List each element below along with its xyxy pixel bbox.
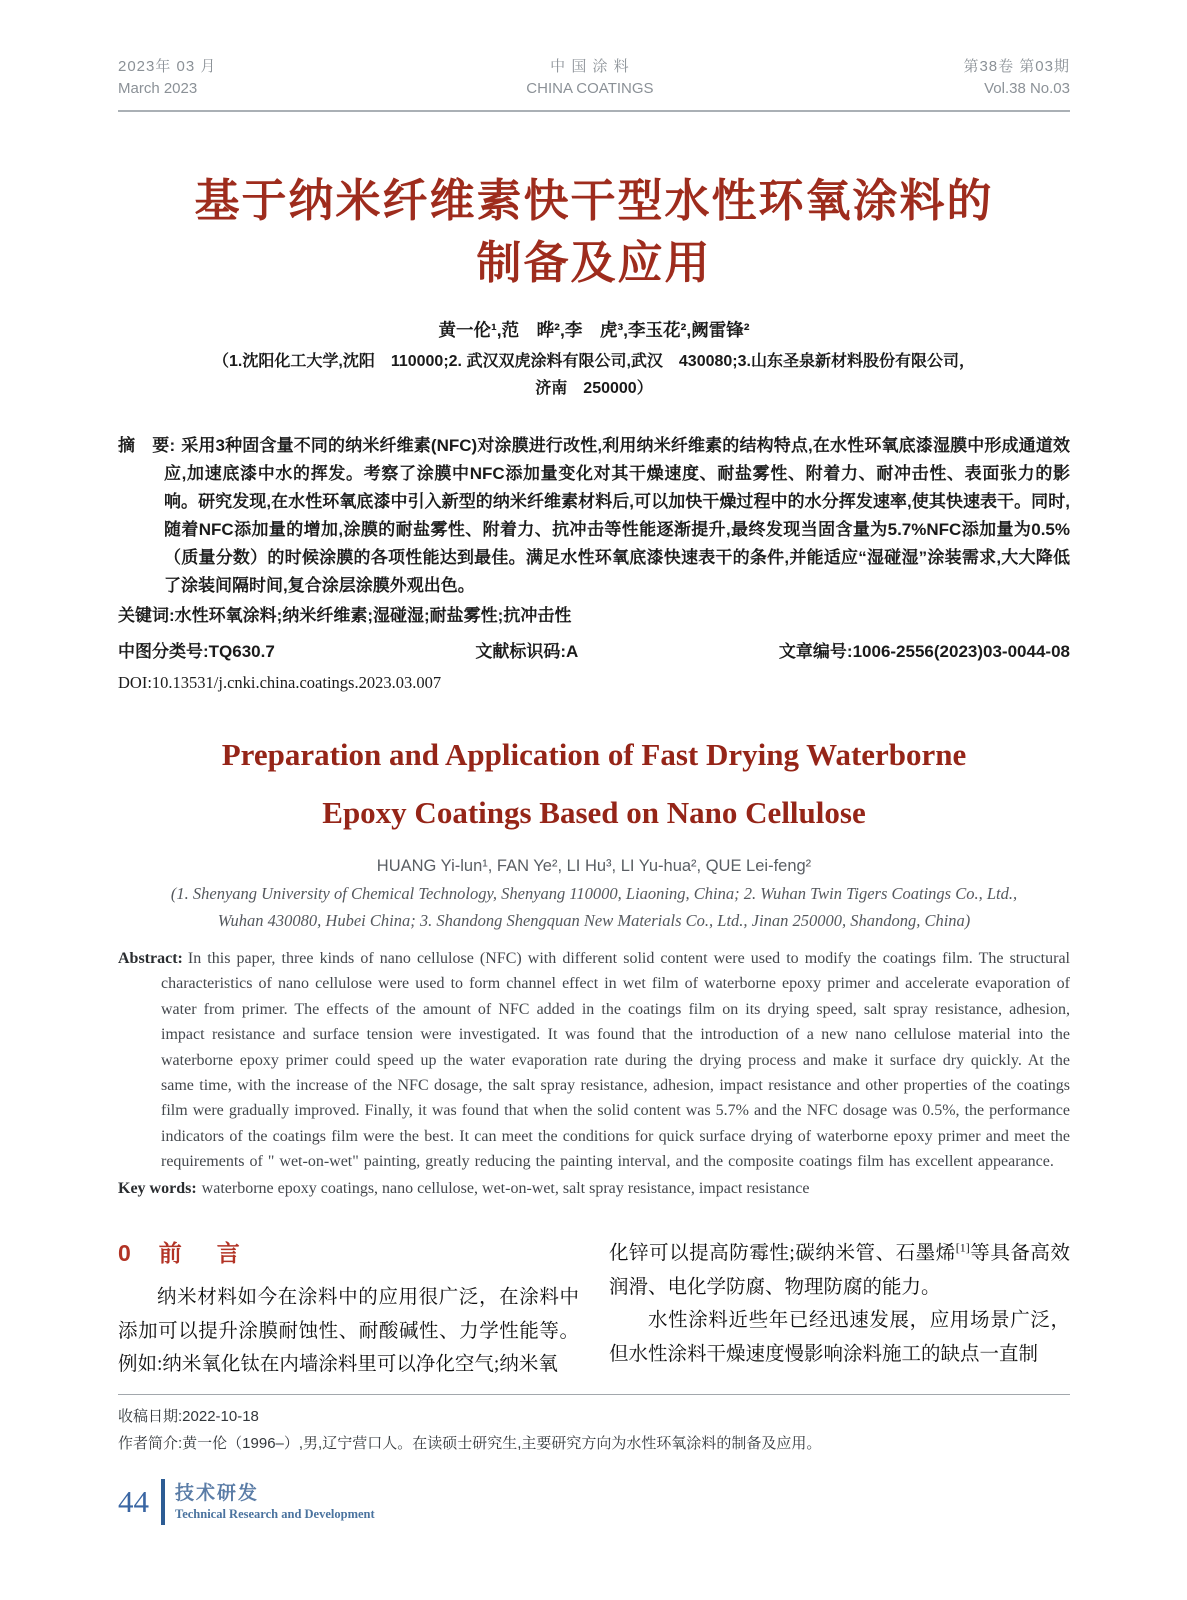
volume-issue-en: Vol.38 No.03 — [984, 80, 1070, 97]
article-id: 文章编号:1006-2556(2023)03-0044-08 — [778, 642, 1070, 661]
intro-paragraph-left: 纳米材料如今在涂料中的应用很广泛，在涂料中添加可以提升涂膜耐蚀性、耐酸碱性、力学性能等。例如:纳米氧化钛在内墙涂料里可以净化空气;纳米氧 — [118, 1287, 579, 1376]
body-column-left — [118, 1237, 579, 1382]
intro-p1-text-cont: 等具备高效润滑、电化学防腐、物理防腐的能力。 — [609, 1243, 1070, 1298]
affiliations-zh — [118, 348, 1070, 402]
issue-date-zh: 2023年 03 月 — [118, 58, 217, 75]
keywords-en — [118, 1176, 1070, 1201]
header-volume-issue — [963, 56, 1070, 100]
author-bio: 作者简介:黄一伦（1996–）,男,辽宁营口人。在读硕士研究生,主要研究方向为水性环氧涂料的制备及应用。 — [118, 1434, 822, 1452]
abstract-zh-text: 采用3种固含量不同的纳米纤维素(NFC)对涂膜进行改性,利用纳米纤维素的结构特点,在水性环氧底漆湿膜中形成通道效应,加速底漆中水的挥发。考察了涂膜中NFC添加量变化对其干燥速度、耐盐雾性、附着力、耐冲击性、表面张力的影响。研究发现,在水性环氧底漆中引入新型的纳米纤维素材料后,可以加快干燥过程中的水分挥发速率,使其快速表干。同时,随着NFC添加量的增加,涂膜的耐盐雾性、附着力、抗冲击等性能逐渐提升,最终发现当固含量为5.7%NFC添加量为0.5%（质量分数）的时候涂膜的各项性能达到最佳。满足水性环氧底漆快速表干的条件,并能适应“湿碰湿”涂装需求,大大降低了涂装间隔时间,复合涂层涂膜外观出色。 — [164, 436, 1070, 595]
page-number: 44 — [118, 1483, 149, 1519]
keywords-zh — [118, 602, 1070, 630]
affiliations-en-line1: (1. Shenyang University of Chemical Technology, Shenyang 110000, Liaoning, China; 2. Wuhan Twin Tigers Coatings Co., Ltd., — [170, 884, 1018, 903]
article-title-zh-line2: 制备及应用 — [476, 237, 712, 288]
affiliations-en-line2: Wuhan 430080, Hubei China; 3. Shandong Shengquan New Materials Co., Ltd., Jinan 250000, Shandong, China) — [217, 911, 971, 930]
affiliations-zh-line2: 济南 250000） — [535, 380, 653, 397]
clc-number: 中图分类号:TQ630.7 — [118, 642, 275, 661]
page-footer — [118, 1479, 1070, 1525]
footer-section-en: Technical Research and Development — [175, 1506, 375, 1521]
journal-name-zh: 中 国 涂 料 — [550, 58, 630, 75]
abstract-en — [118, 946, 1070, 1175]
body-column-right — [609, 1237, 1070, 1382]
authors-en: HUANG Yi-lun¹, FAN Ye², LI Hu³, LI Yu-hua², QUE Lei-feng² — [376, 857, 812, 875]
article-title-zh-line1: 基于纳米纤维素快干型水性环氧涂料的 — [194, 175, 994, 226]
intro-paragraph-right-2: 水性涂料近些年已经迅速发展，应用场景广泛，但水性涂料干燥速度慢影响涂料施工的缺点一直制 — [609, 1310, 1070, 1365]
article-title-en — [118, 726, 1070, 842]
classification-row — [118, 638, 1070, 666]
article-title-en-line2: Epoxy Coatings Based on Nano Cellulose — [322, 795, 866, 830]
intro-paragraph-right-1 — [609, 1237, 1070, 1304]
authors-zh: 黄一伦¹,范 晔²,李 虎³,李玉花²,阙雷锋² — [438, 320, 750, 340]
keywords-en-text: waterborne epoxy coatings, nano cellulose, wet-on-wet, salt spray resistance, impact resistance — [201, 1179, 810, 1197]
footnote-block — [118, 1403, 1070, 1457]
volume-issue-zh: 第38卷 第03期 — [963, 58, 1070, 75]
abstract-en-text: In this paper, three kinds of nano cellulose (NFC) with different solid content were used to modify the coatings film. The structural characteristics of nano cellulose were used to form channel effect in wet film of waterborne epoxy primer and accelerate evaporation of water from primer. The effects of the amount of NFC added in the coatings film on its drying speed, salt spray resistance, adhesion, impact resistance and surface tension were investigated. It was found that the introduction of a new nano cellulose material into the waterborne epoxy primer could speed up the water evaporation rate during the drying process and make it surface dry quickly. At the same time, with the increase of the NFC dosage, the salt spray resistance, adhesion, impact resistance and other properties of the coatings film were gradually improved. Finally, it was found that when the solid content was 5.7% and the NFC dosage was 0.5%, the performance indicators of the coatings film were the best. It can meet the conditions for quick surface drying of waterborne epoxy primer and meet the requirements of " wet-on-wet" painting, greatly reducing the painting interval, and the composite coatings film has excellent appearance. — [161, 950, 1070, 1171]
keywords-zh-text: 水性环氧涂料;纳米纤维素;湿碰湿;耐盐雾性;抗冲击性 — [174, 606, 572, 625]
journal-running-head — [118, 0, 1070, 112]
citation-ref-1: [1] — [955, 1240, 970, 1255]
affiliations-zh-line1: （1.沈阳化工大学,沈阳 110000;2. 武汉双虎涂料有限公司,武汉 430080;3.山东圣泉新材料股份有限公司， — [213, 353, 975, 370]
keywords-en-label: Key words: — [118, 1179, 197, 1197]
received-date: 收稿日期:2022-10-18 — [118, 1407, 259, 1425]
journal-name-en: CHINA COATINGS — [526, 80, 654, 97]
section-heading-intro — [118, 1237, 579, 1269]
footer-section — [175, 1482, 375, 1522]
issue-date-en: March 2023 — [118, 80, 198, 97]
body-columns — [118, 1237, 1070, 1382]
document-code: 文献标识码:A — [475, 642, 579, 661]
abstract-zh-label: 摘 要: — [118, 436, 176, 455]
article-title-en-line1: Preparation and Application of Fast Drying Waterborne — [221, 737, 967, 772]
article-title-zh — [118, 170, 1070, 294]
keywords-zh-label: 关键词: — [118, 606, 175, 625]
footer-divider-bar — [161, 1479, 165, 1525]
doi: DOI:10.13531/j.cnki.china.coatings.2023.03.007 — [118, 673, 442, 692]
footer-section-zh: 技术研发 — [175, 1482, 260, 1504]
intro-p1-text: 化锌可以提高防霉性;碳纳米管、石墨烯 — [609, 1243, 956, 1265]
abstract-en-label: Abstract: — [118, 950, 183, 967]
header-journal-name — [526, 56, 653, 100]
affiliations-en — [118, 880, 1070, 934]
section-title: 前 言 — [158, 1240, 246, 1267]
section-number: 0 — [118, 1240, 131, 1267]
footnote-divider — [118, 1394, 1070, 1395]
header-issue-date — [118, 56, 216, 100]
abstract-zh — [118, 432, 1070, 600]
